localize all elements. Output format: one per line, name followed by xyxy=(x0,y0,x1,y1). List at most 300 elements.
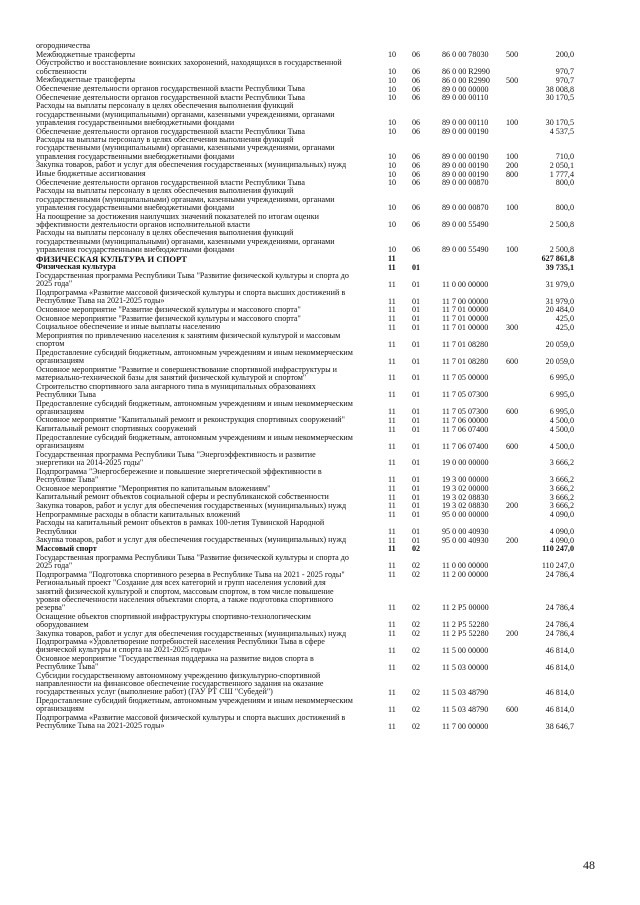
table-row xyxy=(36,434,596,451)
row-name-line: государственными (муниципальными) органами, казенными учреждениями, органами xyxy=(36,236,335,246)
target-article-code: 95 0 00 00000 xyxy=(442,510,489,520)
section-code: 11 xyxy=(388,254,396,264)
section-code: 11 xyxy=(388,424,396,434)
table-row xyxy=(36,613,596,630)
subsection-code: 01 xyxy=(412,484,421,494)
table-row xyxy=(36,136,596,161)
table-row xyxy=(36,714,596,731)
target-article-code: 89 0 00 00190 xyxy=(442,152,489,162)
target-article-code: 11 7 06 07400 xyxy=(442,424,489,434)
target-article-code: 95 0 00 40930 xyxy=(442,527,489,537)
row-name xyxy=(36,579,385,612)
amount-value: 110 247,0 xyxy=(542,544,574,554)
row-name-line: Предоставление субсидий бюджетным, автономным учреждениям и иным некоммерческим xyxy=(36,398,353,408)
amount-value: 800,0 xyxy=(555,178,574,188)
expense-type-code: 500 xyxy=(506,75,519,85)
row-name xyxy=(36,400,385,417)
table-row xyxy=(36,289,596,306)
section-code: 10 xyxy=(388,203,397,213)
row-name-line: Оснащение объектов спортивной инфраструктуры спортивно-технологическим xyxy=(36,611,311,621)
row-name-line: Республики xyxy=(36,526,77,536)
row-name-line: организациям xyxy=(36,704,84,714)
amount-value: 2 500,8 xyxy=(549,220,574,230)
target-article-code: 89 0 00 00190 xyxy=(442,127,489,137)
row-name-line: организациям xyxy=(36,406,84,416)
target-article-code: 11 5 03 48790 xyxy=(442,687,489,697)
target-article-code: 11 7 05 07300 xyxy=(442,390,489,400)
subsection-code: 01 xyxy=(412,390,421,400)
subsection-code: 01 xyxy=(412,424,421,434)
amount-value: 24 786,4 xyxy=(545,570,574,580)
row-name xyxy=(36,102,385,127)
subsection-code: 01 xyxy=(412,527,421,537)
expense-type-code: 600 xyxy=(506,356,519,366)
row-name-line: Подпрограмма «Развитие массовой физической культуры и спорта высших достижений в xyxy=(36,287,346,297)
target-article-code: 19 3 02 08830 xyxy=(442,492,489,502)
subsection-code: 06 xyxy=(412,75,421,85)
subsection-code: 02 xyxy=(412,603,421,613)
row-name-line: Предоставление субсидий бюджетным, автономным учреждениям и иным некоммерческим xyxy=(36,432,353,442)
subsection-code: 01 xyxy=(412,373,421,383)
subsection-code: 02 xyxy=(412,704,421,714)
row-name xyxy=(36,332,385,349)
amount-value: 31 979,0 xyxy=(545,296,574,306)
amount-value: 970,7 xyxy=(555,75,574,85)
target-article-code: 89 0 00 00870 xyxy=(442,178,489,188)
row-name-line: Субсидии государственному автономному учреждению физкультурно-спортивной xyxy=(36,671,321,681)
target-article-code: 11 7 00 00000 xyxy=(442,721,489,731)
row-name-line: Обеспечение деятельности органов государственной власти Республики Тыва xyxy=(36,177,305,187)
row-name-line: эффективности деятельности органов исполнительной власти xyxy=(36,219,250,229)
row-name-line: государственными (муниципальными) органами, казенными учреждениями, органами xyxy=(36,143,335,153)
row-name-line: 2025 года" xyxy=(36,279,73,289)
table-row xyxy=(36,554,596,571)
section-code: 11 xyxy=(388,492,396,502)
row-name-line: огородничества xyxy=(36,41,91,50)
section-code: 10 xyxy=(388,118,397,128)
row-name-line: Закупка товаров, работ и услуг для обеспечения государственных (муниципальных) нужд xyxy=(36,535,347,545)
expense-type-code: 200 xyxy=(506,629,519,639)
amount-value: 4 537,5 xyxy=(549,127,574,137)
row-name-line: Мероприятия по привлечению населения к занятиям физической культурой и массовым xyxy=(36,330,341,340)
row-name xyxy=(36,434,385,451)
subsection-code: 02 xyxy=(412,662,421,672)
amount-value: 4 090,0 xyxy=(549,510,574,520)
amount-value: 20 484,0 xyxy=(545,305,574,315)
section-code: 11 xyxy=(388,373,396,383)
row-name-line: занятий физической культурой и спортом, массовым спортом, в том числе повышение xyxy=(36,586,334,596)
target-article-code: 11 7 00 00000 xyxy=(442,296,489,306)
row-name-line: Непрограммные расходы в области капитальных вложений xyxy=(36,509,241,519)
section-code: 11 xyxy=(388,475,396,485)
expense-type-code: 200 xyxy=(506,501,519,511)
table-row xyxy=(36,519,596,536)
amount-value: 39 735,1 xyxy=(545,262,574,272)
amount-value: 710,0 xyxy=(555,152,574,162)
amount-value: 4 500,0 xyxy=(549,415,574,425)
row-name-line: Расходы на выплаты персоналу в целях обеспечения выполнения функций xyxy=(36,101,294,111)
table-row xyxy=(36,451,596,468)
subsection-code: 01 xyxy=(412,339,421,349)
row-name-line: Основное мероприятие "Государственная поддержка на развитие видов спорта в xyxy=(36,654,314,664)
row-name-line: Расходы на выплаты персоналу в целях обеспечения выполнения функций xyxy=(36,186,294,196)
target-article-code: 11 0 00 00000 xyxy=(442,561,489,571)
section-code: 10 xyxy=(388,178,397,188)
section-code: 10 xyxy=(388,220,397,230)
amount-value: 30 170,5 xyxy=(545,93,574,103)
amount-value: 30 170,5 xyxy=(545,118,574,128)
row-name-line: спортом xyxy=(36,339,65,349)
amount-value: 3 666,2 xyxy=(549,458,574,468)
row-name xyxy=(36,383,385,400)
subsection-code: 06 xyxy=(412,245,421,255)
row-name xyxy=(36,714,385,731)
section-code: 11 xyxy=(388,390,396,400)
subsection-code: 01 xyxy=(412,475,421,485)
amount-value: 31 979,0 xyxy=(545,279,574,289)
row-name-line: Государственная программа Республики Тыва "Развитие физической культуры и спорта до xyxy=(36,270,349,280)
table-row xyxy=(36,255,596,264)
expense-type-code: 100 xyxy=(506,118,519,128)
table-row xyxy=(36,213,596,230)
row-name-line: оборудованием xyxy=(36,619,89,629)
target-article-code: 11 2 P5 52280 xyxy=(442,629,489,639)
row-name xyxy=(36,289,385,306)
row-name-line: государственными (муниципальными) органами, казенными учреждениями, органами xyxy=(36,194,335,204)
target-article-code: 11 0 00 00000 xyxy=(442,279,489,289)
subsection-code: 02 xyxy=(412,620,421,630)
row-name xyxy=(36,697,385,714)
amount-value: 46 814,0 xyxy=(545,704,574,714)
subsection-code: 01 xyxy=(412,356,421,366)
target-article-code: 11 7 01 00000 xyxy=(442,314,489,323)
section-code: 11 xyxy=(388,322,396,332)
table-row xyxy=(36,579,596,612)
expense-type-code: 600 xyxy=(506,704,519,714)
row-name-line: Республике Тыва" xyxy=(36,662,99,672)
row-name-line: Капитальный ремонт объектов социальной сферы и республиканской собственности xyxy=(36,492,329,502)
row-name xyxy=(36,213,385,230)
row-name-line: Подпрограмма «Развитие массовой физической культуры и спорта высших достижений в xyxy=(36,713,346,723)
section-code: 11 xyxy=(388,629,396,639)
table-row xyxy=(36,383,596,400)
amount-value: 3 666,2 xyxy=(549,492,574,502)
table-row xyxy=(36,332,596,349)
section-code: 11 xyxy=(388,510,396,520)
subsection-code: 01 xyxy=(412,415,421,425)
section-code: 11 xyxy=(388,561,396,571)
amount-value: 46 814,0 xyxy=(545,645,574,655)
row-name-line: Предоставление субсидий бюджетным, автономным учреждениям и иным некоммерческим xyxy=(36,347,353,357)
row-name-line: Основное мероприятие "Капитальный ремонт и реконструкция спортивных сооружений" xyxy=(36,415,345,425)
row-name-line: государственными (муниципальными) органами, казенными учреждениями, органами xyxy=(36,109,335,119)
target-article-code: 11 7 01 08280 xyxy=(442,339,489,349)
section-code: 11 xyxy=(388,339,396,349)
amount-value: 800,0 xyxy=(555,203,574,213)
row-name-line: физической культуры и спорта на 2021-2025 годы» xyxy=(36,645,212,655)
table-row xyxy=(36,366,596,383)
row-name-line: управления государственными внебюджетными фондами xyxy=(36,244,235,254)
amount-value: 20 059,0 xyxy=(545,356,574,366)
table-row xyxy=(36,400,596,417)
row-name-line: организациям xyxy=(36,356,84,366)
subsection-code: 06 xyxy=(412,203,421,213)
section-code: 11 xyxy=(388,356,396,366)
amount-value: 1 777,4 xyxy=(549,169,574,179)
row-name xyxy=(36,554,385,571)
section-code: 11 xyxy=(388,314,396,323)
row-name-line: организациям xyxy=(36,441,84,451)
expense-type-code: 800 xyxy=(506,169,519,179)
page-number: 48 xyxy=(583,858,595,872)
table-row xyxy=(36,229,596,254)
subsection-code: 01 xyxy=(412,407,421,417)
section-code: 11 xyxy=(388,662,396,672)
target-article-code: 89 0 00 00110 xyxy=(442,118,489,128)
target-article-code: 19 3 00 00000 xyxy=(442,475,489,485)
row-name-line: Основное мероприятие "Развитие и совершенствование спортивной инфраструктуры и xyxy=(36,364,338,374)
row-name-line: собственности xyxy=(36,66,87,76)
expense-type-code: 100 xyxy=(506,203,519,213)
amount-value: 4 500,0 xyxy=(549,441,574,451)
row-name xyxy=(36,187,385,212)
expense-type-code: 200 xyxy=(506,535,519,545)
subsection-code: 02 xyxy=(412,721,421,731)
subsection-code: 06 xyxy=(412,93,421,103)
table-row xyxy=(36,672,596,697)
row-name xyxy=(36,451,385,468)
row-name-line: Расходы на капитальный ремонт объектов в рамках 100-летия Тувинской Народной xyxy=(36,518,325,528)
row-name-line: Подпрограмма «Удовлетворение потребностей населения Республики Тыва в сфере xyxy=(36,637,325,647)
amount-value: 425,0 xyxy=(555,322,574,332)
section-code: 11 xyxy=(388,415,396,425)
row-name-line: Подпрограмма "Энергосбережение и повышение энергетической эффективности в xyxy=(36,466,322,476)
subsection-code: 02 xyxy=(412,687,421,697)
row-name-line: Подпрограмма "Подготовка спортивного резерва в Республике Тыва на 2021 - 2025 годы" xyxy=(36,569,345,579)
row-name xyxy=(36,136,385,161)
target-article-code: 11 7 06 07400 xyxy=(442,441,489,451)
row-name-line: Региональный проект "Создание для всех категорий и групп населения условий для xyxy=(36,578,326,588)
table-row xyxy=(36,102,596,127)
table-row xyxy=(36,468,596,485)
target-article-code: 11 7 01 00000 xyxy=(442,322,489,332)
section-code: 11 xyxy=(388,721,396,731)
row-name xyxy=(36,519,385,536)
expense-type-code: 200 xyxy=(506,160,519,170)
subsection-code: 01 xyxy=(412,535,421,545)
target-article-code: 19 3 02 00000 xyxy=(442,484,489,494)
subsection-code: 02 xyxy=(412,629,421,639)
section-code: 11 xyxy=(388,544,396,554)
section-code: 11 xyxy=(388,441,396,451)
row-name-line: Строительство спортивного зала ангарного типа в муниципальных образованиях xyxy=(36,381,316,391)
amount-value: 46 814,0 xyxy=(545,662,574,672)
row-name-line: ФИЗИЧЕСКАЯ КУЛЬТУРА И СПОРТ xyxy=(36,253,188,264)
amount-value: 24 786,4 xyxy=(545,629,574,639)
expense-type-code: 100 xyxy=(506,152,519,162)
budget-table xyxy=(36,42,596,731)
subsection-code: 02 xyxy=(412,561,421,571)
subsection-code: 01 xyxy=(412,322,421,332)
section-code: 10 xyxy=(388,152,397,162)
subsection-code: 01 xyxy=(412,441,421,451)
row-name-line: Республики Тыва xyxy=(36,389,96,399)
row-name-line: Социальное обеспечение и иные выплаты населению xyxy=(36,322,221,332)
row-name-line: Массовый спорт xyxy=(36,543,97,553)
row-name-line: Обеспечение деятельности органов государственной власти Республики Тыва xyxy=(36,126,305,136)
row-name xyxy=(36,655,385,672)
section-code: 11 xyxy=(388,279,396,289)
row-name-line: Расходы на выплаты персоналу в целях обеспечения выполнения функций xyxy=(36,135,294,145)
section-code: 11 xyxy=(388,570,396,580)
amount-value: 4 090,0 xyxy=(549,535,574,545)
row-name-line: энергетики на 2014-2025 годы" xyxy=(36,457,144,467)
subsection-code: 02 xyxy=(412,570,421,580)
section-code: 10 xyxy=(388,169,397,179)
section-code: 11 xyxy=(388,407,396,417)
amount-value: 6 995,0 xyxy=(549,390,574,400)
expense-type-code: 300 xyxy=(506,322,519,332)
amount-value: 4 500,0 xyxy=(549,424,574,434)
target-article-code: 11 7 01 08280 xyxy=(442,356,489,366)
section-code: 10 xyxy=(388,50,397,60)
expense-type-code: 100 xyxy=(506,245,519,255)
row-name-line: управления государственными внебюджетными фондами xyxy=(36,202,235,212)
row-name xyxy=(36,366,385,383)
target-article-code: 11 5 03 48790 xyxy=(442,704,489,714)
row-name-line: Обеспечение деятельности органов государственной власти Республики Тыва xyxy=(36,92,305,102)
section-code: 11 xyxy=(388,484,396,494)
row-name-line: Закупка товаров, работ и услуг для обеспечения государственных (муниципальных) нужд xyxy=(36,160,347,170)
amount-value: 110 247,0 xyxy=(541,561,574,571)
subsection-code: 06 xyxy=(412,50,421,60)
section-code: 10 xyxy=(388,93,397,103)
target-article-code: 19 3 02 08830 xyxy=(442,501,489,511)
table-row xyxy=(36,638,596,655)
row-name-line: Республике Тыва на 2021-2025 годы» xyxy=(36,296,165,306)
row-name xyxy=(36,272,385,289)
subsection-code: 01 xyxy=(412,305,421,315)
subsection-code: 01 xyxy=(412,492,421,502)
target-article-code: 86 0 00 R2990 xyxy=(442,75,490,85)
target-article-code: 11 7 01 00000 xyxy=(442,305,489,315)
row-name-line: Основное мероприятие "Мероприятия по капитальным вложениям" xyxy=(36,483,271,493)
table-row xyxy=(36,655,596,672)
row-name-line: 2025 года" xyxy=(36,560,73,570)
target-article-code: 89 0 00 55490 xyxy=(442,245,489,255)
target-article-code: 11 2 P5 00000 xyxy=(442,603,489,613)
row-name xyxy=(36,468,385,485)
row-name-line: управления государственными внебюджетными фондами xyxy=(36,151,235,161)
target-article-code: 89 0 00 00110 xyxy=(442,93,489,103)
row-name-line: Физическая культура xyxy=(36,262,116,272)
target-article-code: 11 2 00 00000 xyxy=(442,570,489,580)
subsection-code: 01 xyxy=(412,262,421,272)
target-article-code: 11 7 05 00000 xyxy=(442,373,489,383)
row-name-line: Капитальный ремонт спортивных сооружений xyxy=(36,424,197,434)
amount-value: 3 666,2 xyxy=(549,484,574,494)
row-name-line: Обустройство и восстановление воинских захоронений, находящихся в государственной xyxy=(36,58,342,68)
subsection-code: 02 xyxy=(412,544,421,554)
amount-value: 3 666,2 xyxy=(549,475,574,485)
row-name-line: государственных услуг (выполнение работ) (ГАУ РТ СШ "Субедей") xyxy=(36,687,273,697)
target-article-code: 89 0 00 55490 xyxy=(442,220,489,230)
amount-value: 38 646,7 xyxy=(545,721,574,731)
row-name-line: Основное мероприятие "Развитие физической культуры и массового спорта" xyxy=(36,304,301,314)
table-row xyxy=(36,697,596,714)
table-row xyxy=(36,187,596,212)
subsection-code: 06 xyxy=(412,178,421,188)
subsection-code: 01 xyxy=(412,314,421,323)
row-name xyxy=(36,638,385,655)
section-code: 11 xyxy=(388,305,396,315)
amount-value: 200,0 xyxy=(555,50,574,60)
subsection-code: 06 xyxy=(412,67,421,77)
section-code: 10 xyxy=(388,127,397,137)
section-code: 10 xyxy=(388,160,397,170)
row-name-line: Иные бюджетные ассигнования xyxy=(36,169,146,179)
amount-value: 24 786,4 xyxy=(545,620,574,630)
target-article-code: 11 2 P5 52280 xyxy=(442,620,489,630)
row-name-line: материально-технической базы для занятий физической культурой и спортом" xyxy=(36,372,307,382)
subsection-code: 06 xyxy=(412,169,421,179)
row-name-line: направленности на финансовое обеспечение государственного задания на оказание xyxy=(36,679,324,689)
amount-value: 627 861,8 xyxy=(541,254,574,264)
row-name-line: Основное мероприятие "Развитие физической культуры и массового спорта" xyxy=(36,313,301,323)
section-code: 11 xyxy=(388,620,396,630)
section-code: 10 xyxy=(388,75,397,85)
subsection-code: 06 xyxy=(412,160,421,170)
target-article-code: 19 0 00 00000 xyxy=(442,458,489,468)
row-name-line: Межбюджетные трансферты xyxy=(36,49,136,59)
subsection-code: 01 xyxy=(412,501,421,511)
section-code: 11 xyxy=(388,645,396,655)
amount-value: 2 050,1 xyxy=(549,160,574,170)
amount-value: 20 059,0 xyxy=(545,339,574,349)
subsection-code: 01 xyxy=(412,458,421,468)
section-code: 10 xyxy=(388,84,397,94)
amount-value: 425,0 xyxy=(555,314,574,323)
section-code: 11 xyxy=(388,296,396,306)
row-name-line: резерва" xyxy=(36,602,66,612)
row-name-line: Расходы на выплаты персоналу в целях обеспечения выполнения функций xyxy=(36,228,294,238)
section-code: 11 xyxy=(388,527,396,537)
table-row xyxy=(36,272,596,289)
target-article-code: 11 7 06 00000 xyxy=(442,415,489,425)
table-row xyxy=(36,59,596,76)
target-article-code: 95 0 00 40930 xyxy=(442,535,489,545)
row-name xyxy=(36,59,385,76)
target-article-code: 86 0 00 78030 xyxy=(442,50,489,60)
row-name-line: Межбюджетные трансферты xyxy=(36,75,136,85)
subsection-code: 06 xyxy=(412,152,421,162)
target-article-code: 89 0 00 00000 xyxy=(442,84,489,94)
subsection-code: 06 xyxy=(412,127,421,137)
section-code: 10 xyxy=(388,67,397,77)
row-name-line: На поощрение за достижения наилучших значений показателей по итогам оценки xyxy=(36,211,319,221)
amount-value: 6 995,0 xyxy=(549,373,574,383)
row-name-line: уровня обеспеченности населения объектами спорта, а также подготовка спортивного xyxy=(36,594,334,604)
target-article-code: 11 5 00 00000 xyxy=(442,645,489,655)
row-name xyxy=(36,672,385,697)
target-article-code: 11 5 03 00000 xyxy=(442,662,489,672)
subsection-code: 06 xyxy=(412,84,421,94)
amount-value: 4 090,0 xyxy=(549,527,574,537)
section-code: 11 xyxy=(388,535,396,545)
section-code: 11 xyxy=(388,687,396,697)
target-article-code: 89 0 00 00190 xyxy=(442,169,489,179)
section-code: 11 xyxy=(388,262,396,272)
